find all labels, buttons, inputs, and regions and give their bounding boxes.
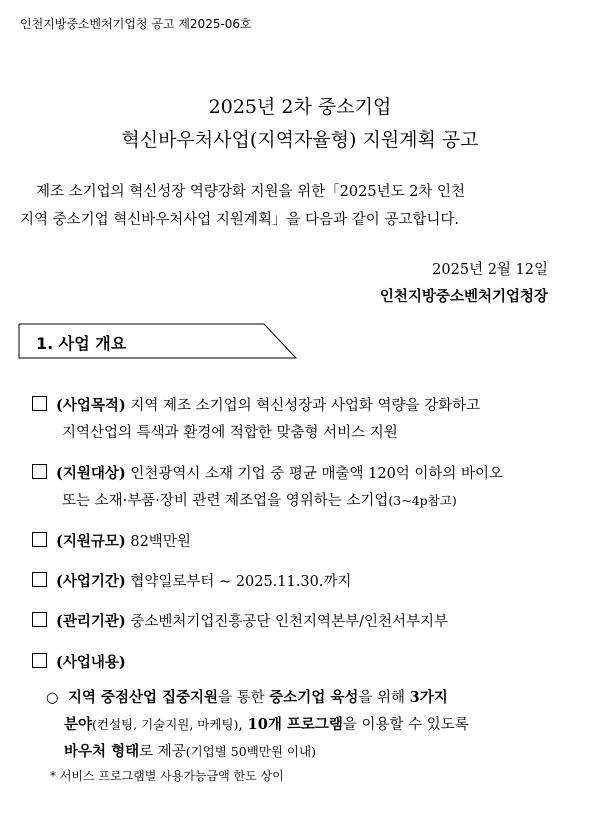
checkbox-square-icon [32, 653, 47, 668]
item-label: (지원대상) [56, 465, 126, 482]
footnote: * 서비스 프로그램별 사용가능금액 한도 상이 [50, 769, 284, 783]
checkbox-square-icon [32, 464, 47, 479]
checkbox-square-icon [32, 572, 47, 587]
item-label: (사업목적) [56, 397, 126, 414]
text-phrase: 을 위해 [358, 690, 410, 706]
item-agency [32, 610, 448, 631]
bold-phrase: 지역 중점산업 집중지원 [67, 689, 219, 706]
content-bullet-line1 [46, 686, 448, 707]
checkbox-square-icon [32, 532, 47, 547]
item-target [32, 462, 503, 483]
circle-bullet-icon: ○ [46, 690, 59, 706]
intro-line2: 지역 중소기업 혁신바우처사업 지원계획」을 다음과 같이 공고합니다. [20, 212, 459, 228]
small-phrase: (컨설팅, 기술지원, 마케팅) [92, 717, 239, 732]
item-text: 중소벤처기업진흥공단 인천지역본부/인천서부지부 [125, 614, 449, 630]
item-text: 협약일로부터 ~ 2025.11.30.까지 [125, 574, 352, 590]
text-phrase: 을 이용할 수 있도록 [342, 717, 469, 733]
checkbox-square-icon [32, 396, 47, 411]
bold-phrase: 3가지 [409, 689, 448, 706]
item-target-cont [62, 489, 457, 510]
item-label: (관리기관) [56, 613, 126, 630]
item-period [32, 570, 351, 591]
announcement-date: 2025년 2월 12일 [432, 262, 548, 278]
item-label: (사업내용) [56, 654, 126, 671]
intro-line1: 제조 소기업의 혁신성장 역량강화 지원을 위한「2025년도 2차 인천 [36, 184, 466, 200]
content-bullet-line3 [64, 740, 316, 761]
item-text: 82백만원 [125, 534, 191, 550]
item-text: 지역 제조 소기업의 혁신성장과 사업화 역량을 강화하고 [125, 398, 481, 414]
item-text: 인천광역시 소재 기업 중 평균 매출액 120억 이하의 바이오 [125, 466, 504, 482]
item-label: (사업기간) [56, 573, 126, 590]
content-bullet-line2 [64, 713, 469, 734]
text-phrase: 로 제공 [139, 744, 186, 760]
item-content [32, 651, 126, 672]
section-title: 1. 사업 개요 [36, 334, 127, 353]
small-phrase: (기업별 50백만원 이내) [185, 744, 316, 759]
text-phrase: 을 통한 [218, 690, 270, 706]
document-title-line1: 2025년 2차 중소기업 [208, 96, 392, 118]
document-title-line2: 혁신바우처사업(지역자율형) 지원계획 공고 [121, 129, 479, 151]
item-scale [32, 530, 191, 551]
item-cont-ref: (3~4p참고) [388, 493, 457, 508]
item-purpose [32, 394, 480, 415]
bold-phrase: 10개 프로그램 [247, 716, 343, 733]
bold-phrase: 분야 [64, 716, 93, 733]
notice-number: 인천지방중소벤처기업청 공고 제2025-06호 [20, 17, 252, 31]
item-label: (지원규모) [56, 533, 126, 550]
bold-phrase: 바우처 형태 [64, 743, 140, 760]
item-purpose-cont: 지역산업의 특색과 환경에 적합한 맞춤형 서비스 지원 [62, 425, 398, 441]
text-phrase: , [238, 717, 248, 733]
bold-phrase: 중소기업 육성 [269, 689, 359, 706]
checkbox-square-icon [32, 612, 47, 627]
item-cont-text: 또는 소재·부품·장비 관련 제조업을 영위하는 소기업 [62, 493, 389, 509]
issuer-name: 인천지방중소벤처기업청장 [379, 288, 548, 305]
